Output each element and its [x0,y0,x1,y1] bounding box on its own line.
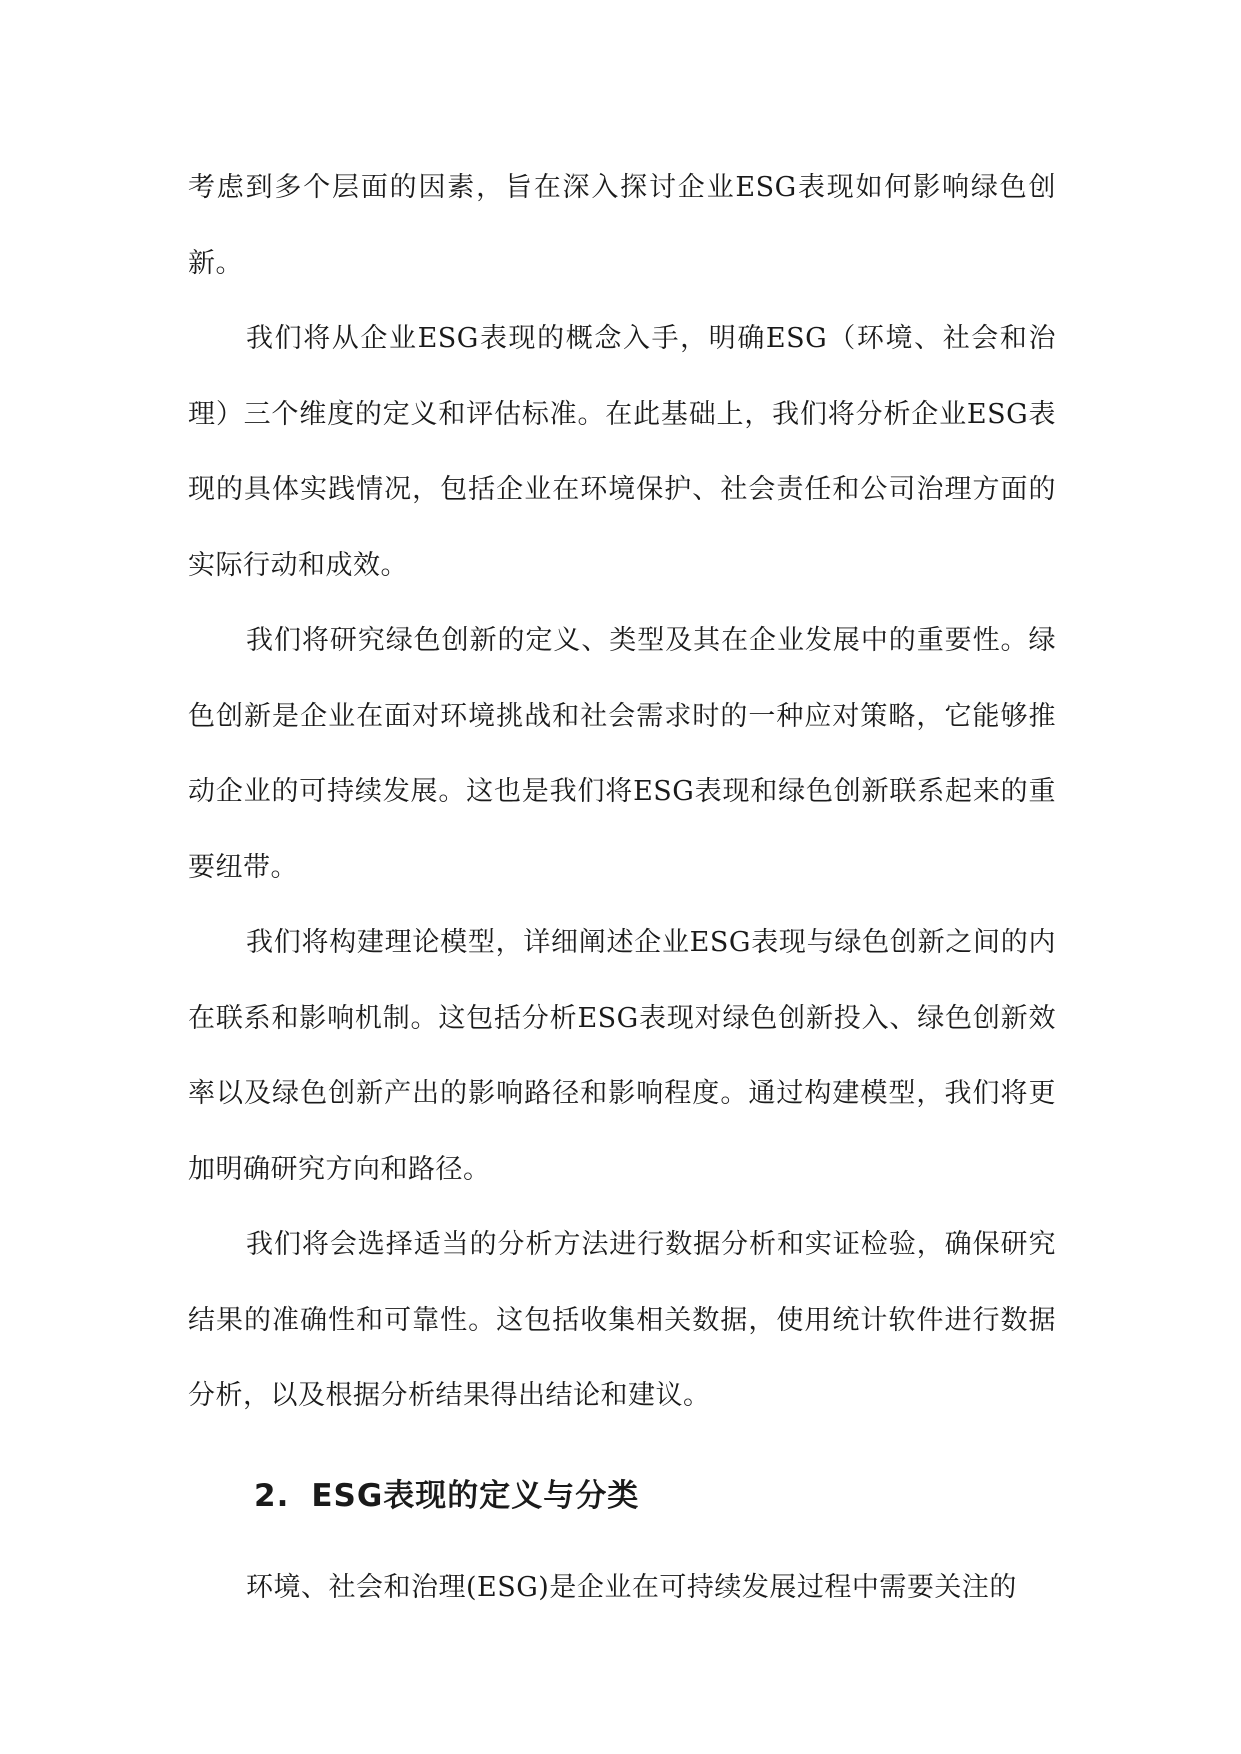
section-title: ESG表现的定义与分类 [311,1477,640,1514]
paragraph-continuation: 考虑到多个层面的因素，旨在深入探讨企业ESG表现如何影响绿色创新。 [188,172,1056,279]
paragraph-green-innovation: 我们将研究绿色创新的定义、类型及其在企业发展中的重要性。绿色创新是企业在面对环境挑战和社会需求时的一种应对策略，它能够推动企业的可持续发展。这也是我们将ESG表现和绿色创新联系起来的重要纽带。 [188,625,1056,883]
paragraph-esg-concept: 我们将从企业ESG表现的概念入手，明确ESG（环境、社会和治理）三个维度的定义和评估标准。在此基础上，我们将分析企业ESG表现的具体实践情况，包括企业在环境保护、社会责任和公司治理方面的实际行动和成效。 [188,323,1056,581]
section-number: 2. [254,1477,290,1514]
section-heading [188,1456,1056,1536]
paragraph-analysis-method: 我们将会选择适当的分析方法进行数据分析和实证检验，确保研究结果的准确性和可靠性。这包括收集相关数据，使用统计软件进行数据分析，以及根据分析结果得出结论和建议。 [188,1229,1056,1411]
document-body [188,150,1056,1625]
paragraph-esg-intro: 环境、社会和治理(ESG)是企业在可持续发展过程中需要关注的 [246,1571,1017,1603]
paragraph-theory-model: 我们将构建理论模型，详细阐述企业ESG表现与绿色创新之间的内在联系和影响机制。这包括分析ESG表现对绿色创新投入、绿色创新效率以及绿色创新产出的影响路径和影响程度。通过构建模型，我们将更加明确研究方向和路径。 [188,927,1056,1185]
